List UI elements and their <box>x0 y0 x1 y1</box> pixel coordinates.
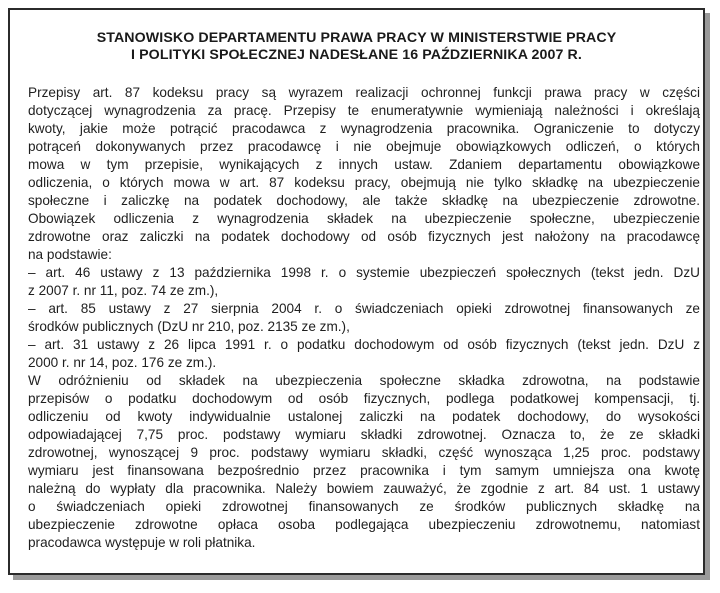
body-line: z 2007 r. nr 11, poz. 74 ze zm.), <box>28 283 219 298</box>
body-line: – art. 46 ustawy z 13 października 1998 r. o systemie ubezpieczeń społecznych (tekst jedn. DzU <box>28 265 700 280</box>
body-line: przepisów o podatku dochodowym od osób fizycznych, podlega podatkowej kompensacji, tj. <box>28 391 700 406</box>
body-line: – art. 31 ustawy z 26 lipca 1991 r. o podatku dochodowym od osób fizycznych (tekst jedn. DzU z <box>28 337 700 352</box>
body-line: zdrowotnej, wynoszącej 9 proc. podstawy wymiaru składki, część wynosząca 1,25 proc. podstawy <box>28 445 700 460</box>
body-line: mowa w tym przepisie, wynikających z innych ustaw. Zdaniem departamentu obowiązkowe <box>28 157 700 172</box>
body-line: pracodawca występuje w roli płatnika. <box>28 535 256 550</box>
body-line: środków publicznych (DzU nr 210, poz. 2135 ze zm.), <box>28 319 350 334</box>
body-line: – art. 85 ustawy z 27 sierpnia 2004 r. o świadczeniach opieki zdrowotnej finansowanych ze <box>28 301 700 316</box>
body-line: kwoty, jakie może potrącić pracodawca z wynagrodzenia pracownika. Ograniczenie to dotyczy <box>28 121 700 136</box>
body-line: W odróżnieniu od składek na ubezpieczenia społeczne składka zdrowotna, na podstawie <box>28 373 700 388</box>
body-line: Obowiązek odliczenia z wynagrodzenia składek na ubezpieczenie społeczne, ubezpieczenie <box>28 211 700 226</box>
title-line-1: STANOWISKO DEPARTAMENTU PRAWA PRACY W MINISTERSTWIE PRACY <box>96 30 617 46</box>
document-box <box>8 8 705 575</box>
body-line: potrąceń dokonywanych przez pracodawcę i nie obejmuje obowiązkowych odliczeń, o których <box>28 139 700 154</box>
body-line: o świadczeniach opieki zdrowotnej finansowanych ze środków publicznych składkę na <box>28 499 700 514</box>
body-line: odliczenia, o których mowa w art. 87 kodeksu pracy, obejmują nie tylko składkę na ubezpieczenie <box>28 175 700 190</box>
body-line: na podstawie: <box>28 247 112 262</box>
document-title <box>28 30 685 64</box>
document-body <box>28 84 700 552</box>
body-line: zdrowotne oraz zaliczki na podatek dochodowy od osób fizycznych jest nałożony na pracodawcę <box>28 229 700 244</box>
body-line: wymiaru jest finansowana bezpośrednio przez pracownika i tym samym umniejsza ona kwotę <box>28 463 700 478</box>
body-line: dotyczącej wynagrodzenia za pracę. Przepisy te enumeratywnie wymieniają należności i określają <box>28 103 700 118</box>
body-line: ubezpieczenie zdrowotne opłaca osoba podlegająca ubezpieczeniu zdrowotnemu, natomiast <box>28 517 700 532</box>
body-line: społeczne i zaliczkę na podatek dochodowy, ale także składkę na ubezpieczenie zdrowotne. <box>28 193 700 208</box>
body-line: 2000 r. nr 14, poz. 176 ze zm.). <box>28 355 217 370</box>
body-line: odpowiadającej 7,75 proc. podstawy wymiaru składki zdrowotnej. Oznacza to, że ze składki <box>28 427 700 442</box>
title-line-2: I POLITYKI SPOŁECZNEJ NADESŁANE 16 PAŹDZIERNIKA 2007 R. <box>131 47 582 63</box>
body-line: odliczeniu od kwoty indywidualnie ustalonej zaliczki na podatek dochodowy, do wysokości <box>28 409 700 424</box>
body-line: Przepisy art. 87 kodeksu pracy są wyrazem realizacji ochronnej funkcji prawa pracy w części <box>28 85 700 100</box>
body-line: należną do wypłaty dla pracownika. Należy bowiem zauważyć, że zgodnie z art. 84 ust. 1 ustawy <box>28 481 700 496</box>
